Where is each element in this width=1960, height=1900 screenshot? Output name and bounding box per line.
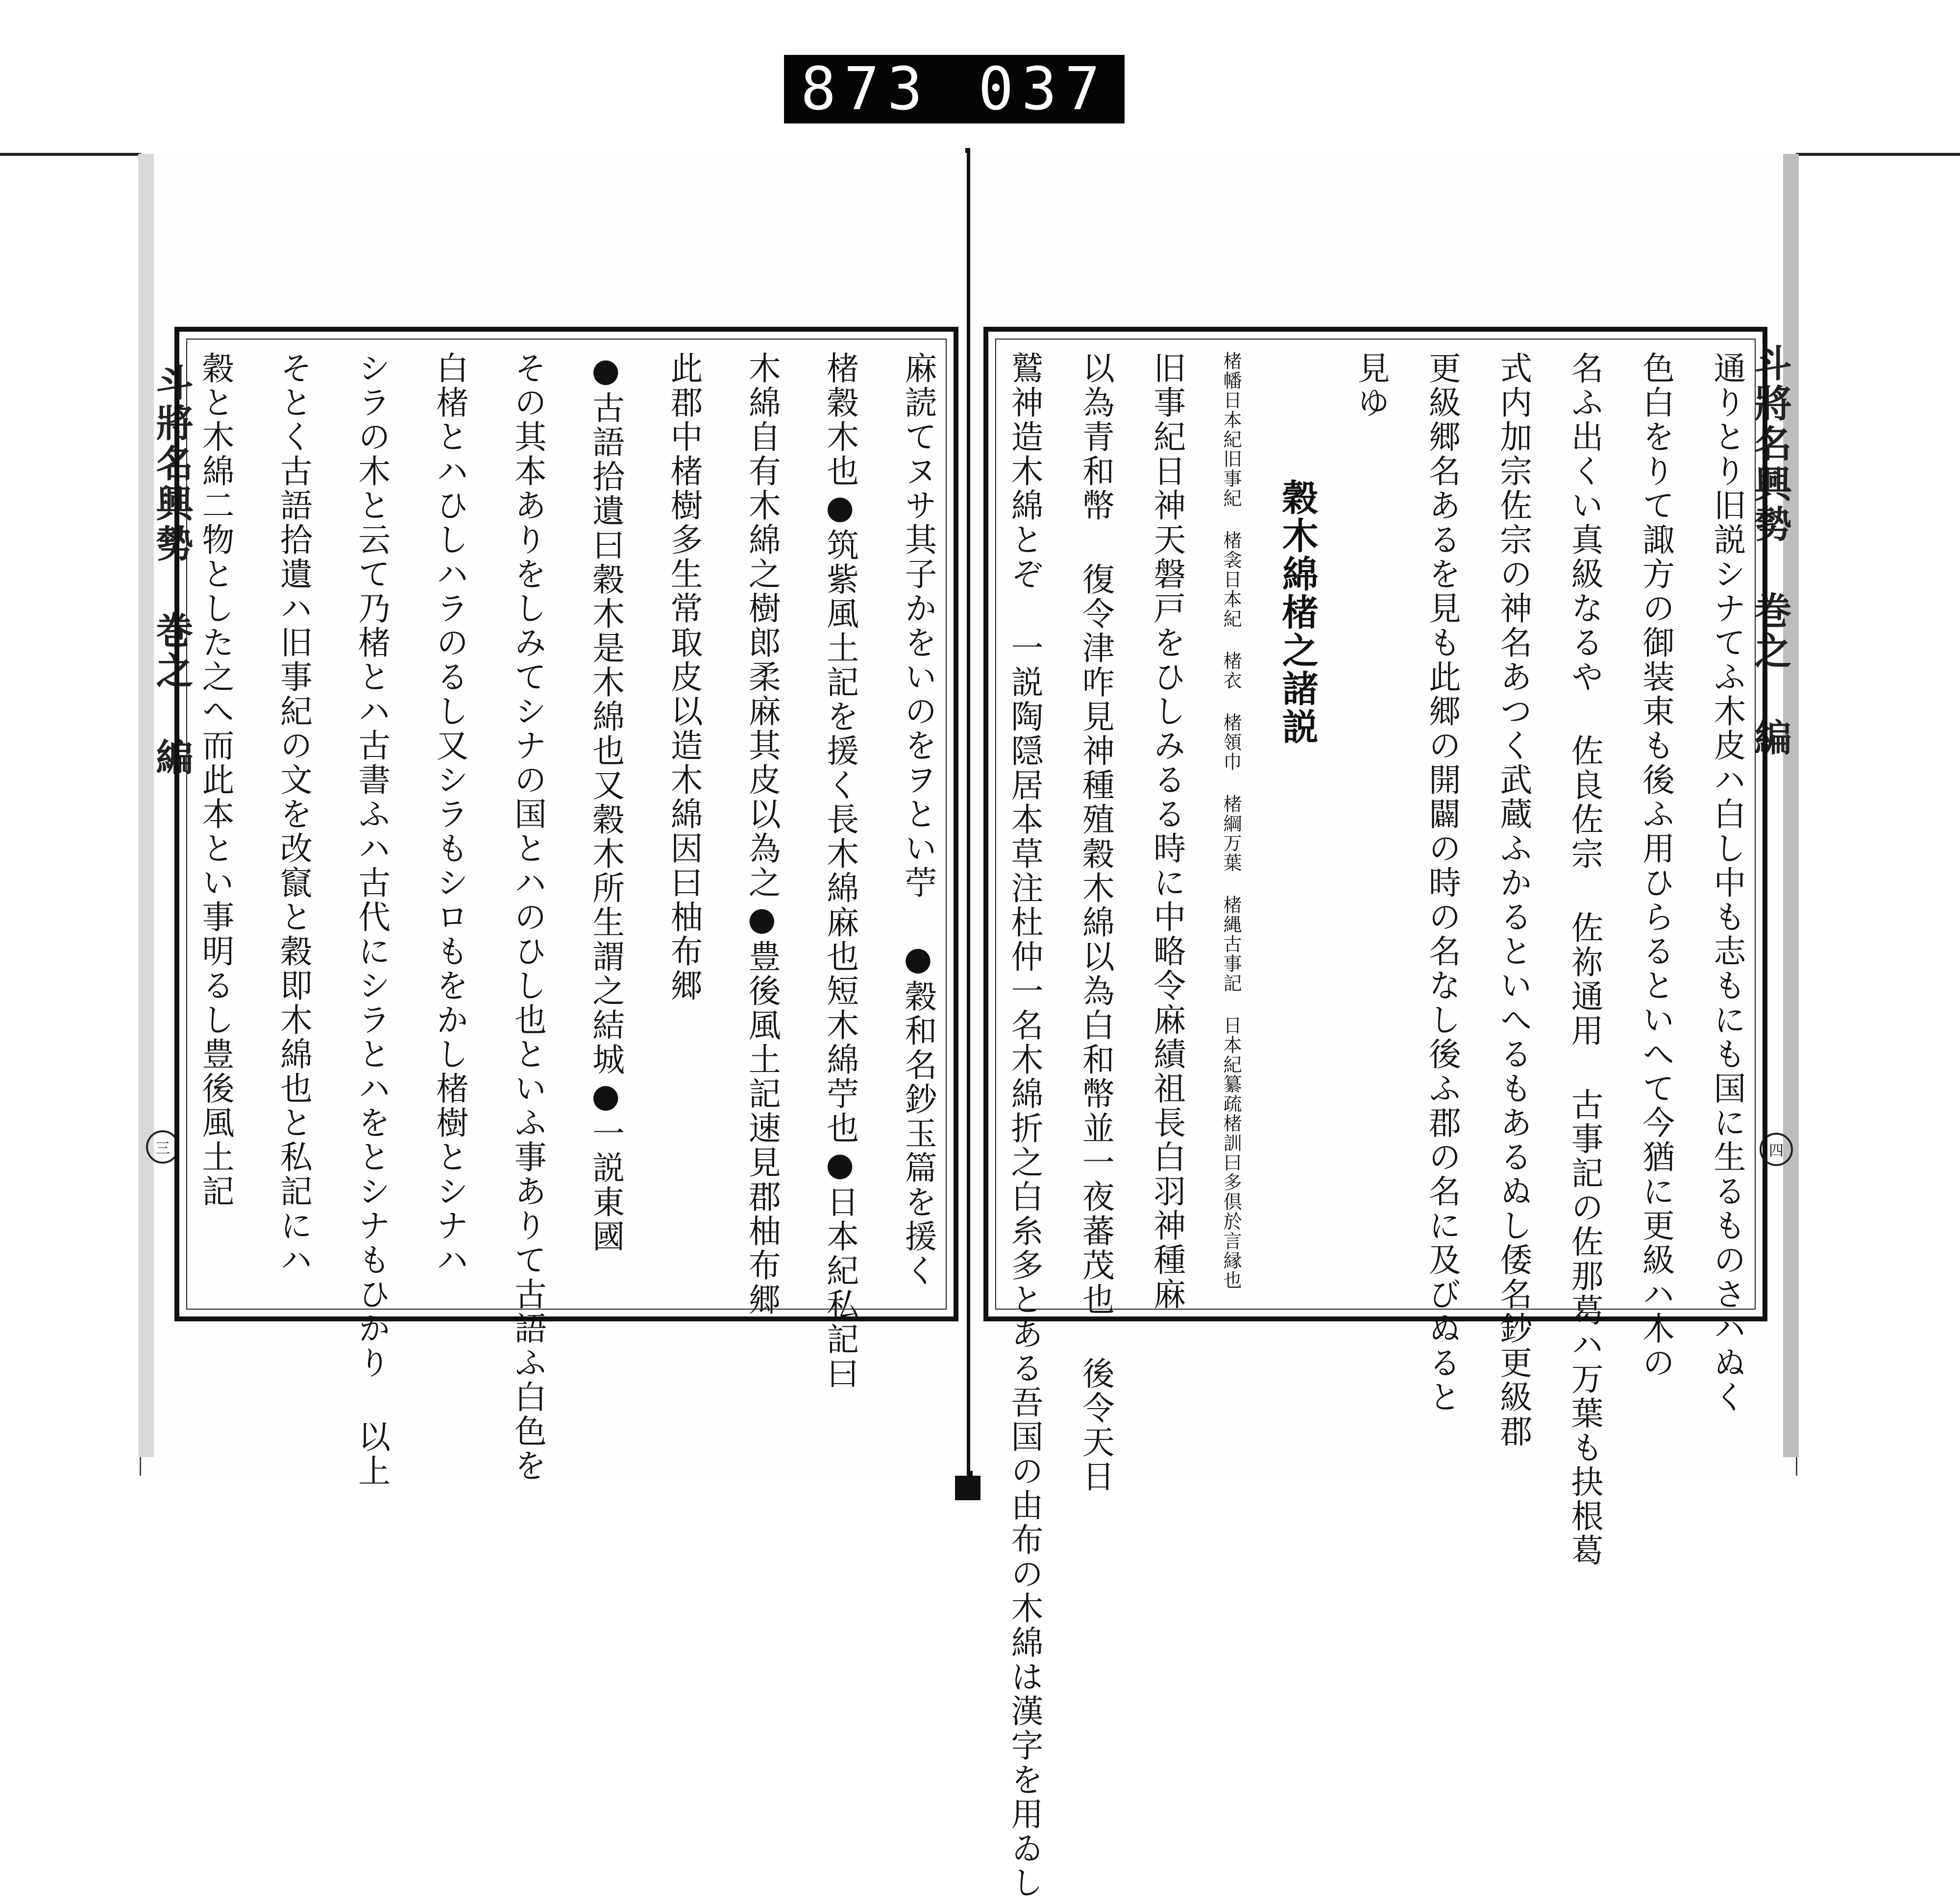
text-column: 見ゆ bbox=[1351, 351, 1390, 420]
text-column: 木綿自有木綿之樹郎柔麻其皮以為之●豊後風土記速見郡柚布郷 bbox=[743, 351, 781, 1317]
text-column: 名ふ出くい真級なるや 佐良佐宗 佐祢通用 古事記の佐那葛ハ万葉も抉根葛 bbox=[1566, 351, 1604, 1568]
left-text-columns bbox=[196, 351, 937, 1488]
text-column: 白楮とハひしハラのるし又シラもシロもをかし楮樹とシナハ bbox=[430, 351, 468, 1277]
text-column: 旧事紀日神天磐戸をひしみるる時に中略令麻績祖長白羽神種麻 bbox=[1148, 351, 1186, 1312]
left-page bbox=[140, 153, 967, 1488]
right-text-columns bbox=[1005, 351, 1746, 1900]
frame-counter-reel: 873 bbox=[801, 55, 931, 123]
book-spread bbox=[140, 153, 1796, 1900]
text-column: 麻読てヌサ其子かをいのをヲとい苧 ●穀和名鈔玉篇を援く bbox=[899, 351, 937, 1288]
text-column: その其本ありをしみてシナの国とハのひし也といふ事ありて古語ふ白色を bbox=[509, 351, 547, 1483]
text-column: 式内加宗佐宗の神名あつく武蔵ふかるといへるもあるぬし倭名鈔更級郡 bbox=[1494, 351, 1532, 1449]
text-column: 以為青和幣 復令津咋見神種殖穀木綿以為白和幣並一夜蕃茂也 後令天日 bbox=[1077, 351, 1115, 1494]
left-folio: 三 bbox=[146, 1130, 179, 1164]
right-margin-title: 斗將名興勢 巻之 編 bbox=[1748, 344, 1792, 758]
left-text-frame bbox=[174, 327, 958, 1488]
text-column: 鷲神造木綿とぞ 一説陶隠居本草注杜仲一名木綿折之白糸多とある吾国の由布の木綿は漢字を用ゐし bbox=[1005, 351, 1043, 1900]
text-column: 楮穀木也●筑紫風土記を援く長木綿麻也短木綿苧也●日本紀私記曰 bbox=[821, 351, 859, 1391]
text-column: シラの木と云て乃楮とハ古書ふハ古代にシラとハをとシナもひかり 以上 bbox=[352, 351, 391, 1488]
text-column: ●古語拾遺曰穀木是木綿也又穀木所生謂之結城●一説東國 bbox=[587, 351, 625, 1254]
right-page bbox=[973, 153, 1797, 1900]
text-column: 此郡中楮樹多生常取皮以造木綿因曰柚布郷 bbox=[664, 351, 703, 1003]
frame-counter bbox=[784, 55, 1125, 123]
left-margin-title: 斗將名興勢 巻之 編 bbox=[150, 364, 194, 778]
left-page-edge bbox=[138, 154, 154, 1457]
text-column: 通りとり旧説シナてふ木皮ハ白し中も志もにも国に生るものさハぬく bbox=[1708, 351, 1746, 1414]
text-column: そとく古語拾遺ハ旧事紀の文を改竄と穀即木綿也と私記にハ bbox=[274, 351, 313, 1277]
text-column: 色白をりて諏方の御装束も後ふ用ひらるといへて今猶に更級ハ木の bbox=[1637, 351, 1675, 1380]
right-text-frame bbox=[983, 327, 1767, 1900]
right-folio: 四 bbox=[1760, 1133, 1793, 1166]
section-heading: 穀木綿楮之諸説 bbox=[1276, 479, 1319, 746]
text-column: 更級郷名あるを見も此郷の開闢の時の名なし後ふ郡の名に及びぬると bbox=[1423, 351, 1461, 1414]
frame-counter-frame: 037 bbox=[978, 55, 1108, 123]
text-column: 穀と木綿二物とした之へ而此本とい事明るし豊後風土記 bbox=[196, 351, 234, 1209]
annotation-column: 楮幡日本紀旧事紀 楮衾日本紀 楮衣 楮領巾 楮綱万葉 楮縄古事記 日本紀纂疏楮訓曰多倶於言縁也 bbox=[1220, 351, 1242, 1290]
